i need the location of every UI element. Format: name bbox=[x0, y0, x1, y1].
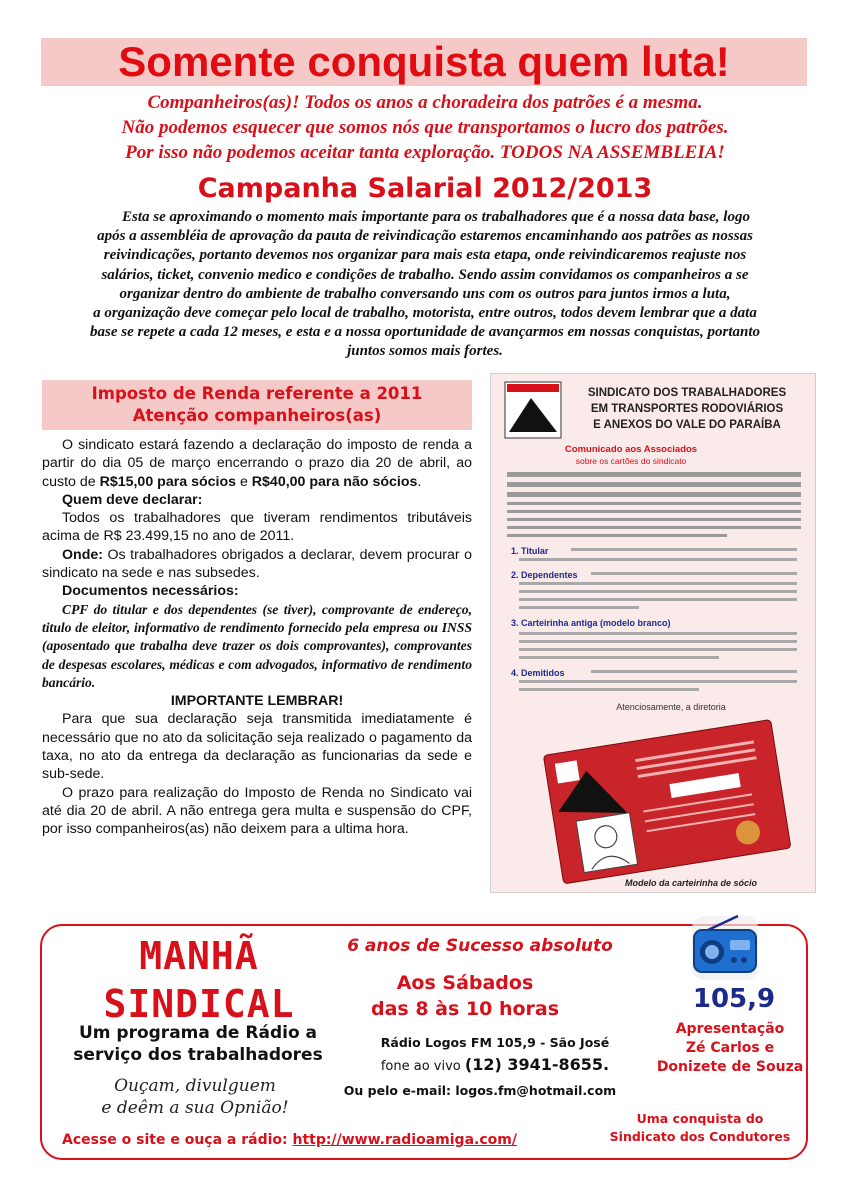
prazo-text: O prazo para realização do Imposto de Renda no Sindicato vai até dia 20 de abril. A não entrega gera multa e suspensão do CPF, por isso companheiros(as) não deixem para a ultima hora. bbox=[42, 784, 472, 838]
notice-body-text-lines bbox=[507, 472, 801, 537]
intro-line: Por isso não podemos aceitar tanta exploração. TODOS NA ASSEMBLEIA! bbox=[125, 142, 725, 163]
radio-site bbox=[62, 1130, 602, 1150]
imposto-and: e bbox=[236, 473, 252, 490]
price-socios: R$15,00 para sócios bbox=[99, 473, 237, 490]
radio-call-to-action bbox=[70, 1075, 320, 1119]
phone-number[interactable]: (12) 3941-8655. bbox=[464, 1055, 610, 1074]
onde-label: Onde: bbox=[62, 546, 103, 563]
quem-label: Quem deve declarar: bbox=[62, 491, 203, 508]
radio-phone bbox=[360, 1054, 630, 1078]
radio-icon bbox=[686, 912, 764, 984]
radio-schedule bbox=[330, 970, 600, 1022]
headline: Somente conquista quem luta! bbox=[118, 38, 730, 85]
conquest-line: Sindicato dos Condutores bbox=[609, 1129, 791, 1144]
notice-union-name-line: E ANEXOS DO VALE DO PARAÍBA bbox=[593, 419, 781, 431]
site-label: Acesse o site e ouça a rádio: bbox=[62, 1132, 293, 1148]
campaign-line: Esta se aproximando o momento mais importante para os trabalhadores que é a nossa data base, logo bbox=[122, 209, 750, 225]
campaign-line: reivindicações, portanto devemos nos organizar para mais esta etapa, onde reivindicaremos reajuste nos bbox=[103, 247, 747, 264]
intro-line: Não podemos esquecer que somos nós que transportamos o lucro dos patrões. bbox=[121, 117, 729, 138]
onde-paragraph bbox=[42, 546, 472, 583]
radio-title-line: SINDICAL bbox=[103, 982, 295, 1026]
call-line: Ouçam, divulguem bbox=[114, 1076, 276, 1096]
radio-program-title bbox=[66, 932, 332, 1028]
notice-card-caption: Modelo da carteirinha de sócio bbox=[624, 878, 758, 888]
radio-conquest bbox=[600, 1110, 800, 1146]
notice-signoff: Atenciosamente, a diretoria bbox=[616, 702, 726, 712]
campaign-line: após a assembléia de aprovação da pauta de reivindicação estaremos encaminhando aos patrões as nossas bbox=[97, 228, 753, 245]
notice-item: 3. Carteirinha antiga (modelo branco) bbox=[511, 618, 671, 628]
union-logo-band bbox=[507, 384, 559, 392]
radio-station: Rádio Logos FM 105,9 - São José bbox=[380, 1035, 610, 1050]
presenters-line: Zé Carlos e bbox=[685, 1040, 775, 1056]
docs-label: Documentos necessários: bbox=[62, 583, 239, 600]
imposto-intro-text: O sindicato estará fazendo a declaração do imposto de renda a partir do dia 05 de março encerrando o prazo dia 20 de abril, ao custo de bbox=[42, 437, 472, 490]
campaign-line: a organização deve começar pelo local de trabalho, motorista, entre outros, todos devem lembrar que a data bbox=[93, 305, 757, 322]
campaign-line: base se repete a cada 12 meses, e esta e a nossa oportunidade de avançarmos em nossas conquistas, portanto bbox=[90, 324, 760, 341]
union-notice-image bbox=[490, 373, 816, 893]
presenters-line: Apresentação bbox=[675, 1021, 785, 1037]
site-link[interactable]: http://www.radioamiga.com/ bbox=[292, 1132, 517, 1148]
imposto-body bbox=[42, 436, 472, 839]
notice-union-name-line: SINDICATO DOS TRABALHADORES bbox=[587, 387, 787, 399]
campaign-line: juntos somos mais fortes. bbox=[347, 343, 503, 360]
radio-program-subtitle bbox=[50, 1022, 346, 1066]
imposto-title bbox=[42, 383, 472, 427]
notice-item: 2. Dependentes bbox=[511, 570, 578, 580]
radio-title-line: MANHÃ bbox=[139, 934, 259, 978]
imposto-paragraph-intro bbox=[42, 436, 472, 491]
docs-text: CPF do titular e dos dependentes (se tiver), comprovante de endereço, titulo de eleitor, informativo de rendimento fornecido pela empresa ou INSS (aposentado que trabalha deve trazer os dois comprovantes), comprovantes de despesas escolares, médicas e com advogados, informativo de rendimento bancário. bbox=[42, 601, 472, 690]
call-line: e deêm a sua Opnião! bbox=[101, 1098, 289, 1118]
schedule-line: das 8 às 10 horas bbox=[370, 998, 560, 1020]
imposto-title-line: Atenção companheiros(as) bbox=[132, 406, 382, 425]
intro-text bbox=[30, 90, 820, 165]
notice-union-name-line: EM TRANSPORTES RODOVIÁRIOS bbox=[590, 403, 784, 415]
radio-email[interactable]: Ou pelo e-mail: logos.fm@hotmail.com bbox=[343, 1083, 617, 1098]
onde-text: Os trabalhadores obrigados a declarar, devem procurar o sindicato na sede e nas subsedes. bbox=[42, 546, 472, 582]
quem-text: Todos os trabalhadores que tiveram rendimentos tributáveis acima de R$ 23.499,15 no ano de 2011. bbox=[42, 510, 472, 545]
imposto-end: . bbox=[417, 473, 422, 490]
radio-frequency: 105,9 bbox=[692, 984, 776, 1014]
notice-item: 1. Titular bbox=[511, 546, 549, 556]
importante-text: Para que sua declaração seja transmitida imediatamente é necessário que no ato da solicitação seja realizado o pagamento da taxa, no ato da entrega da declaração as funcionarias da sede e sub-sede. bbox=[42, 711, 472, 783]
radio-success: 6 anos de Sucesso absoluto bbox=[347, 936, 613, 956]
membership-card bbox=[543, 720, 791, 884]
phone-label: fone ao vivo bbox=[380, 1059, 465, 1074]
presenters-line: Donizete de Souza bbox=[656, 1059, 804, 1075]
union-notice-illustration bbox=[491, 374, 816, 893]
program-line: serviço dos trabalhadores bbox=[73, 1045, 323, 1065]
intro-line: Companheiros(as)! Todos os anos a choradeira dos patrões é a mesma. bbox=[147, 92, 703, 113]
notice-comunicado-line: sobre os cartões do sindicato bbox=[575, 456, 687, 466]
campaign-line: salários, ticket, convenio medico e condições de trabalho. Sendo assim convidamos os companheiros a se bbox=[101, 266, 749, 283]
campaign-title: Campanha Salarial 2012/2013 bbox=[197, 173, 653, 204]
price-nao-socios: R$40,00 para não sócios bbox=[251, 473, 418, 490]
campaign-line: organizar dentro do ambiente de trabalho conversando uns com os outros para juntos irmos a luta, bbox=[119, 285, 731, 302]
notice-item: 4. Demitidos bbox=[511, 668, 565, 678]
notice-comunicado-line: Comunicado aos Associados bbox=[564, 444, 698, 455]
imposto-title-line: Imposto de Renda referente a 2011 bbox=[91, 384, 423, 403]
schedule-line: Aos Sábados bbox=[396, 972, 534, 994]
conquest-line: Uma conquista do bbox=[636, 1111, 764, 1126]
importante-label: IMPORTANTE LEMBRAR! bbox=[170, 693, 344, 710]
program-line: Um programa de Rádio a bbox=[78, 1023, 318, 1043]
radio-presenters bbox=[644, 1020, 816, 1077]
campaign-text bbox=[30, 208, 820, 362]
